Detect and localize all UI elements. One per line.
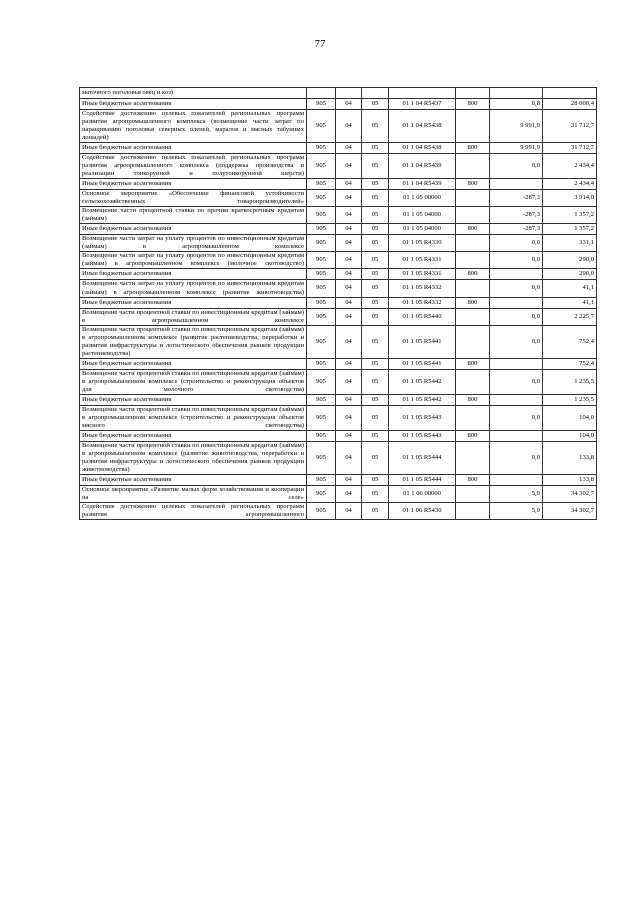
item-name-cell: Возмещение части процентной ставки по инвестиционным кредитам (займам) в агропромышленном комплексе (строительство и реконструкция объектов мясного скотоводства) — [80, 405, 307, 430]
change-amount-cell: 0,0 — [490, 235, 543, 252]
target-article-cell: 01 1 06 00000 — [389, 486, 456, 503]
table-row — [80, 475, 597, 486]
table-row — [80, 269, 597, 280]
subsection-code-cell: 05 — [362, 441, 389, 474]
section-code-cell: 04 — [336, 154, 362, 179]
table-row — [80, 179, 597, 190]
target-article-cell: 01 1 04 R5437 — [389, 99, 456, 110]
expense-type-cell — [456, 190, 490, 207]
section-code-cell: 04 — [336, 224, 362, 235]
item-name-cell: Иные бюджетные ассигнования — [80, 224, 307, 235]
section-code-cell: 04 — [336, 441, 362, 474]
total-amount-cell: 752,4 — [543, 325, 597, 358]
section-code-cell: 04 — [336, 110, 362, 143]
subsection-code-cell: 05 — [362, 297, 389, 308]
ministry-code-cell: 905 — [307, 369, 336, 394]
expense-type-cell — [456, 503, 490, 520]
target-article-cell: 01 1 05 R5441 — [389, 358, 456, 369]
ministry-code-cell: 905 — [307, 325, 336, 358]
target-article-cell: 01 1 04 R5438 — [389, 110, 456, 143]
change-amount-cell — [490, 358, 543, 369]
table-row — [80, 224, 597, 235]
expense-type-cell: 800 — [456, 358, 490, 369]
item-name-cell: Содействие достижению целевых показателей региональных программ развития агропромышленного комплекса (поддержка производства и реализации тонкорунной и полутонкорунной шерсти) — [80, 154, 307, 179]
section-code-cell: 04 — [336, 369, 362, 394]
item-name-cell: Возмещение части затрат на уплату процентов по инвестиционным кредитам (займам) в агропромышленном комплексе (развитие животноводства) — [80, 280, 307, 297]
expense-type-cell: 800 — [456, 179, 490, 190]
change-amount-cell: 0,0 — [490, 154, 543, 179]
change-amount-cell: 5,9 — [490, 503, 543, 520]
ministry-code-cell: 905 — [307, 430, 336, 441]
section-code-cell: 04 — [336, 235, 362, 252]
section-code-cell: 04 — [336, 486, 362, 503]
total-amount-cell: 1 235,5 — [543, 394, 597, 405]
item-name-cell: Возмещение части процентной ставки по инвестиционным кредитам (займам) в агропромышленном комплексе (развитие животноводства, переработки и развития инфраструктуры и логистического обеспечения рынков продукции животноводства) — [80, 441, 307, 474]
expense-type-cell: 800 — [456, 430, 490, 441]
table-row — [80, 110, 597, 143]
subsection-code-cell: 05 — [362, 280, 389, 297]
expense-type-cell — [456, 405, 490, 430]
section-code-cell: 04 — [336, 405, 362, 430]
expense-type-cell — [456, 154, 490, 179]
target-article-cell: 01 1 05 R4331 — [389, 252, 456, 269]
subsection-code-cell: 05 — [362, 486, 389, 503]
expense-type-cell — [456, 441, 490, 474]
subsection-code-cell: 05 — [362, 252, 389, 269]
expense-type-cell: 800 — [456, 297, 490, 308]
target-article-cell: 01 1 05 R5443 — [389, 430, 456, 441]
total-amount-cell: 331,1 — [543, 235, 597, 252]
item-name-cell: Возмещение части затрат на уплату процентов по инвестиционным кредитам (займам) в агропромышленном комплексе — [80, 235, 307, 252]
target-article-cell: 01 1 05 R5440 — [389, 308, 456, 325]
table-row — [80, 486, 597, 503]
ministry-code-cell: 905 — [307, 99, 336, 110]
target-article-cell: 01 1 05 R4331 — [389, 269, 456, 280]
ministry-code-cell: 905 — [307, 235, 336, 252]
table-row — [80, 88, 597, 99]
ministry-code-cell: 905 — [307, 207, 336, 224]
expense-type-cell — [456, 486, 490, 503]
table-row — [80, 207, 597, 224]
section-code-cell: 04 — [336, 99, 362, 110]
expense-type-cell: 800 — [456, 475, 490, 486]
expense-type-cell — [456, 88, 490, 99]
total-amount-cell: 34 302,7 — [543, 486, 597, 503]
subsection-code-cell: 05 — [362, 503, 389, 520]
ministry-code-cell: 905 — [307, 358, 336, 369]
change-amount-cell: 0,0 — [490, 308, 543, 325]
subsection-code-cell: 05 — [362, 99, 389, 110]
total-amount-cell: 290,0 — [543, 252, 597, 269]
item-name-cell: Иные бюджетные ассигнования — [80, 475, 307, 486]
change-amount-cell: 0,8 — [490, 99, 543, 110]
target-article-cell: 01 1 05 R5444 — [389, 475, 456, 486]
target-article-cell: 01 1 05 04000 — [389, 224, 456, 235]
item-name-cell: Иные бюджетные ассигнования — [80, 394, 307, 405]
subsection-code-cell: 05 — [362, 475, 389, 486]
total-amount-cell: 133,8 — [543, 475, 597, 486]
ministry-code-cell: 905 — [307, 475, 336, 486]
section-code-cell: 04 — [336, 190, 362, 207]
total-amount-cell: 290,0 — [543, 269, 597, 280]
change-amount-cell: -287,3 — [490, 207, 543, 224]
item-name-cell: Основное мероприятие «Обеспечение финансовой устойчивости сельскохозяйственных товаропроизводителей» — [80, 190, 307, 207]
change-amount-cell — [490, 394, 543, 405]
change-amount-cell: 0,0 — [490, 369, 543, 394]
item-name-cell: Содействие достижению целевых показателей региональных программ развития агропромышленного — [80, 503, 307, 520]
expense-type-cell — [456, 325, 490, 358]
expense-type-cell — [456, 110, 490, 143]
page-number: 77 — [314, 38, 326, 50]
section-code-cell: 04 — [336, 325, 362, 358]
change-amount-cell: 0,0 — [490, 405, 543, 430]
section-code-cell: 04 — [336, 503, 362, 520]
table-row — [80, 325, 597, 358]
table-row — [80, 394, 597, 405]
subsection-code-cell: 05 — [362, 430, 389, 441]
item-name-cell: Иные бюджетные ассигнования — [80, 297, 307, 308]
expense-type-cell — [456, 207, 490, 224]
subsection-code-cell: 05 — [362, 110, 389, 143]
change-amount-cell: 9 991,9 — [490, 143, 543, 154]
subsection-code-cell: 05 — [362, 235, 389, 252]
budget-table-body — [80, 88, 597, 520]
subsection-code-cell: 05 — [362, 190, 389, 207]
total-amount-cell: 752,4 — [543, 358, 597, 369]
target-article-cell: 01 1 05 R5442 — [389, 394, 456, 405]
item-name-cell: Возмещение части процентной ставки по прочим краткосрочным кредитам (займам) — [80, 207, 307, 224]
change-amount-cell: 0,0 — [490, 280, 543, 297]
expense-type-cell: 800 — [456, 269, 490, 280]
section-code-cell: 04 — [336, 269, 362, 280]
ministry-code-cell: 905 — [307, 308, 336, 325]
change-amount-cell: -287,3 — [490, 224, 543, 235]
item-name-cell: Возмещение части процентной ставки по инвестиционным кредитам (займам) в агропромышленном комплексе — [80, 308, 307, 325]
target-article-cell: 01 1 05 R4332 — [389, 280, 456, 297]
total-amount-cell: 1 357,2 — [543, 224, 597, 235]
table-row — [80, 369, 597, 394]
section-code-cell: 04 — [336, 207, 362, 224]
section-code-cell: 04 — [336, 280, 362, 297]
target-article-cell: 01 1 05 R4330 — [389, 235, 456, 252]
total-amount-cell: 2 434,4 — [543, 179, 597, 190]
total-amount-cell: 2 434,4 — [543, 154, 597, 179]
section-code-cell: 04 — [336, 143, 362, 154]
expense-type-cell — [456, 235, 490, 252]
table-row — [80, 235, 597, 252]
item-name-cell: Основное мероприятие «Развитие малых форм хозяйствования и кооперации на селе» — [80, 486, 307, 503]
table-row — [80, 358, 597, 369]
section-code-cell: 04 — [336, 252, 362, 269]
ministry-code-cell: 905 — [307, 486, 336, 503]
target-article-cell: 01 1 05 00000 — [389, 190, 456, 207]
target-article-cell: 01 1 04 R5439 — [389, 154, 456, 179]
total-amount-cell: 31 712,7 — [543, 143, 597, 154]
ministry-code-cell: 905 — [307, 394, 336, 405]
table-row — [80, 99, 597, 110]
subsection-code-cell: 05 — [362, 154, 389, 179]
item-name-cell: Иные бюджетные ассигнования — [80, 143, 307, 154]
section-code-cell: 04 — [336, 179, 362, 190]
section-code-cell: 04 — [336, 475, 362, 486]
target-article-cell: 01 1 05 R5441 — [389, 325, 456, 358]
item-name-cell: Возмещение части процентной ставки по инвестиционным кредитам (займам) в агропромышленном комплексе (строительство и реконструкция объектов для молочного скотоводства) — [80, 369, 307, 394]
total-amount-cell: 28 000,4 — [543, 99, 597, 110]
item-name-cell: Иные бюджетные ассигнования — [80, 179, 307, 190]
target-article-cell: 01 1 05 04000 — [389, 207, 456, 224]
change-amount-cell — [490, 475, 543, 486]
change-amount-cell: 0,0 — [490, 325, 543, 358]
subsection-code-cell: 05 — [362, 394, 389, 405]
table-row — [80, 190, 597, 207]
total-amount-cell: 31 712,7 — [543, 110, 597, 143]
table-row — [80, 154, 597, 179]
subsection-code-cell: 05 — [362, 179, 389, 190]
subsection-code-cell: 05 — [362, 358, 389, 369]
expense-type-cell — [456, 369, 490, 394]
target-article-cell: 01 1 05 R5443 — [389, 405, 456, 430]
section-code-cell: 04 — [336, 297, 362, 308]
expense-type-cell — [456, 252, 490, 269]
change-amount-cell: -287,3 — [490, 190, 543, 207]
change-amount-cell — [490, 269, 543, 280]
target-article-cell: 01 1 05 R5442 — [389, 369, 456, 394]
item-name-cell: Содействие достижению целевых показателей региональных программ развития агропромышленного комплекса (возмещение части затрат по наращиванию поголовья северных оленей, маралов и мясных табунных лошадей) — [80, 110, 307, 143]
item-name-cell: Иные бюджетные ассигнования — [80, 358, 307, 369]
expense-type-cell: 800 — [456, 143, 490, 154]
subsection-code-cell: 05 — [362, 269, 389, 280]
change-amount-cell: 9 991,9 — [490, 110, 543, 143]
change-amount-cell: 0,0 — [490, 252, 543, 269]
ministry-code-cell: 905 — [307, 154, 336, 179]
total-amount-cell: 41,1 — [543, 280, 597, 297]
expense-type-cell: 800 — [456, 394, 490, 405]
expense-type-cell — [456, 280, 490, 297]
table-row — [80, 143, 597, 154]
subsection-code-cell — [362, 88, 389, 99]
ministry-code-cell: 905 — [307, 252, 336, 269]
ministry-code-cell: 905 — [307, 224, 336, 235]
section-code-cell: 04 — [336, 394, 362, 405]
total-amount-cell: 1 357,2 — [543, 207, 597, 224]
subsection-code-cell: 05 — [362, 325, 389, 358]
total-amount-cell: 133,8 — [543, 441, 597, 474]
subsection-code-cell: 05 — [362, 207, 389, 224]
table-row — [80, 252, 597, 269]
item-name-cell: маточного поголовья овец и коз) — [80, 88, 307, 99]
expense-type-cell — [456, 308, 490, 325]
ministry-code-cell: 905 — [307, 441, 336, 474]
target-article-cell: 01 1 06 R5430 — [389, 503, 456, 520]
section-code-cell: 04 — [336, 358, 362, 369]
total-amount-cell: 3 914,0 — [543, 190, 597, 207]
subsection-code-cell: 05 — [362, 369, 389, 394]
total-amount-cell — [543, 88, 597, 99]
item-name-cell: Возмещение части процентной ставки по инвестиционным кредитам (займам) в агропромышленном комплексе (развитие растениеводства, переработки и развития инфраструктуры и логистического обеспечения рынков продукции растениеводства) — [80, 325, 307, 358]
total-amount-cell: 34 302,7 — [543, 503, 597, 520]
ministry-code-cell: 905 — [307, 405, 336, 430]
table-row — [80, 441, 597, 474]
target-article-cell — [389, 88, 456, 99]
ministry-code-cell: 905 — [307, 269, 336, 280]
table-row — [80, 430, 597, 441]
ministry-code-cell: 905 — [307, 503, 336, 520]
target-article-cell: 01 1 04 R5439 — [389, 179, 456, 190]
total-amount-cell: 2 225,7 — [543, 308, 597, 325]
target-article-cell: 01 1 05 R5444 — [389, 441, 456, 474]
table-row — [80, 503, 597, 520]
table-row — [80, 405, 597, 430]
subsection-code-cell: 05 — [362, 224, 389, 235]
ministry-code-cell: 905 — [307, 297, 336, 308]
item-name-cell: Иные бюджетные ассигнования — [80, 430, 307, 441]
subsection-code-cell: 05 — [362, 308, 389, 325]
subsection-code-cell: 05 — [362, 143, 389, 154]
total-amount-cell: 104,0 — [543, 405, 597, 430]
expense-type-cell: 800 — [456, 99, 490, 110]
change-amount-cell — [490, 430, 543, 441]
change-amount-cell: 0,0 — [490, 441, 543, 474]
target-article-cell: 01 1 05 R4332 — [389, 297, 456, 308]
section-code-cell — [336, 88, 362, 99]
table-row — [80, 280, 597, 297]
change-amount-cell — [490, 88, 543, 99]
change-amount-cell — [490, 297, 543, 308]
change-amount-cell: 5,9 — [490, 486, 543, 503]
section-code-cell: 04 — [336, 430, 362, 441]
budget-table — [79, 87, 597, 520]
change-amount-cell — [490, 179, 543, 190]
subsection-code-cell: 05 — [362, 405, 389, 430]
total-amount-cell: 41,1 — [543, 297, 597, 308]
total-amount-cell: 104,0 — [543, 430, 597, 441]
ministry-code-cell — [307, 88, 336, 99]
item-name-cell: Возмещение части затрат на уплату процентов по инвестиционным кредитам (займам) в агропромышленном комплексе (молочное скотоводство) — [80, 252, 307, 269]
ministry-code-cell: 905 — [307, 110, 336, 143]
item-name-cell: Иные бюджетные ассигнования — [80, 99, 307, 110]
ministry-code-cell: 905 — [307, 179, 336, 190]
ministry-code-cell: 905 — [307, 190, 336, 207]
ministry-code-cell: 905 — [307, 280, 336, 297]
total-amount-cell: 1 235,5 — [543, 369, 597, 394]
table-row — [80, 297, 597, 308]
section-code-cell: 04 — [336, 308, 362, 325]
ministry-code-cell: 905 — [307, 143, 336, 154]
target-article-cell: 01 1 04 R5438 — [389, 143, 456, 154]
table-row — [80, 308, 597, 325]
expense-type-cell: 800 — [456, 224, 490, 235]
item-name-cell: Иные бюджетные ассигнования — [80, 269, 307, 280]
